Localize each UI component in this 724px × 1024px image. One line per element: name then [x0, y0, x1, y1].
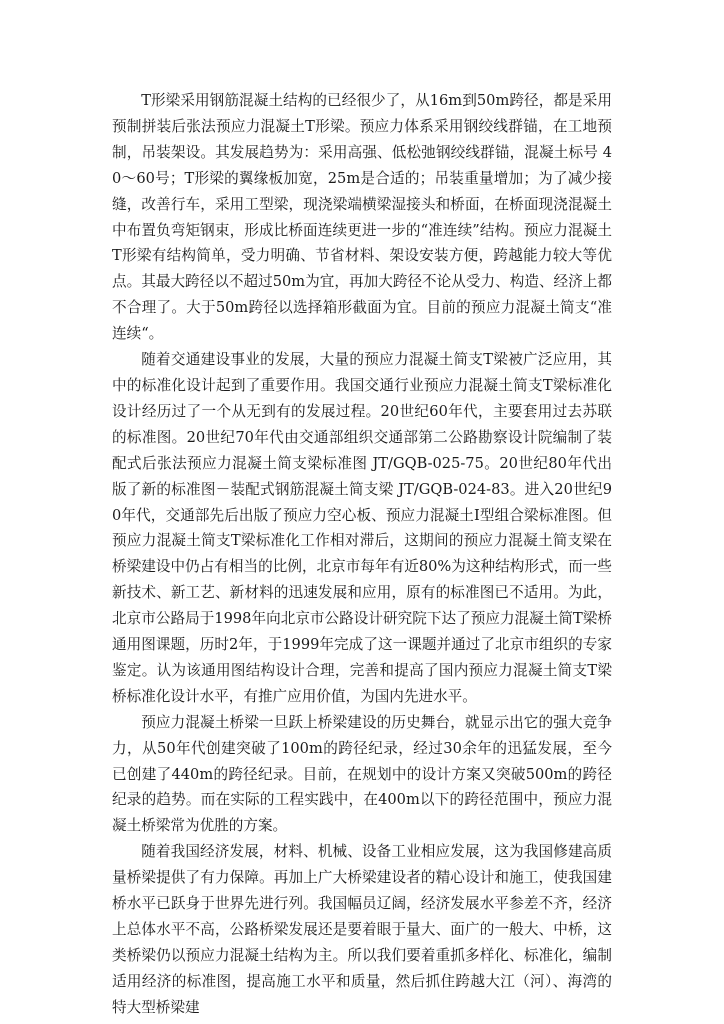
paragraph-span-records: 预应力混凝土桥梁一旦跃上桥梁建设的历史舞台，就显示出它的强大竞争力，从50年代创建突破了100m的跨径纪录，经过30余年的迅猛发展，至今已创建了440m的跨径纪录。目前，在规划中的设计方案又突破500m的跨径纪录的趋势。而在实际的工程实践中，在400m以下的跨径范围中，预应力混凝土桥梁常为优胜的方案。 — [112, 713, 612, 835]
paragraph-development-outlook: 随着我国经济发展，材料、机械、设备工业相应发展，这为我国修建高质量桥梁提供了有力保障。再加上广大桥梁建设者的精心设计和施工，使我国建桥水平已跃身于世界先进行列。我国幅员辽阔，经济发展水平参差不齐，经济上总体水平不高，公路桥梁发展还是要着眼于量大、面广的一般大、中桥，这类桥梁仍以预应力混凝土结构为主。所以我们要着重抓多样化、标准化，编制适用经济的标准图，提高施工水平和质量，然后抓住跨越大江（河）、海湾的特大型桥梁建 — [112, 843, 612, 1016]
document-body — [112, 88, 612, 1021]
paragraph-standardization-history: 随着交通建设事业的发展，大量的预应力混凝土简支T梁被广泛应用，其中的标准化设计起到了重要作用。我国交通行业预应力混凝土简支T梁标准化设计经历过了一个从无到有的发展过程。20世纪60年代，主要套用过去苏联的标准图。20世纪70年代由交通部组织交通部第二公路勘察设计院编制了装配式后张法预应力混凝土简支梁标准图 JT/GQB-025-75。20世纪80年代出版了新的标准图－装配式钢筋混凝土简支梁 JT/GQB-024-83。进入20世纪90年代，交通部先后出版了预应力空心板、预应力混凝土I型组合梁标准图。但预应力混凝土简支T梁标准化工作相对滞后，这期间的预应力混凝土简支梁在桥梁建设中仍占有相当的比例，北京市每年有近80%为这种结构形式，而一些新技术、新工艺、新材料的迅速发展和应用，原有的标准图已不适用。为此，北京市公路局于1998年向北京市公路设计研究院下达了预应力混凝土简T梁桥通用图课题，历时2年，于1999年完成了这一课题并通过了北京市组织的专家鉴定。认为该通用图结构设计合理，完善和提高了国内预应力混凝土简支T梁桥标准化设计水平，有推广应用价值，为国内先进水平。 — [112, 351, 612, 705]
paragraph-t-beam-overview: T形梁采用钢筋混凝土结构的已经很少了，从16m到50m跨径，都是采用预制拼装后张法预应力混凝土T形梁。预应力体系采用钢绞线群锚，在工地预制，吊装架设。其发展趋势为：采用高强、低松弛钢绞线群锚，混凝土标号 40～60号；T形梁的翼缘板加宽，25m是合适的；吊装重量增加；为了减少接缝，改善行车，采用工型梁，现浇梁端横梁湿接头和桥面，在桥面现浇混凝土中布置负弯矩钢束，形成比桥面连续更进一步的“准连续”结构。预应力混凝土T形梁有结构简单，受力明确、节省材料、架设安装方便，跨越能力较大等优点。其最大跨径以不超过50m为宜，再加大跨径不论从受力、构造、经济上都不合理了。大于50m跨径以选择箱形截面为宜。目前的预应力混凝土简支“准连续“。 — [112, 92, 612, 343]
